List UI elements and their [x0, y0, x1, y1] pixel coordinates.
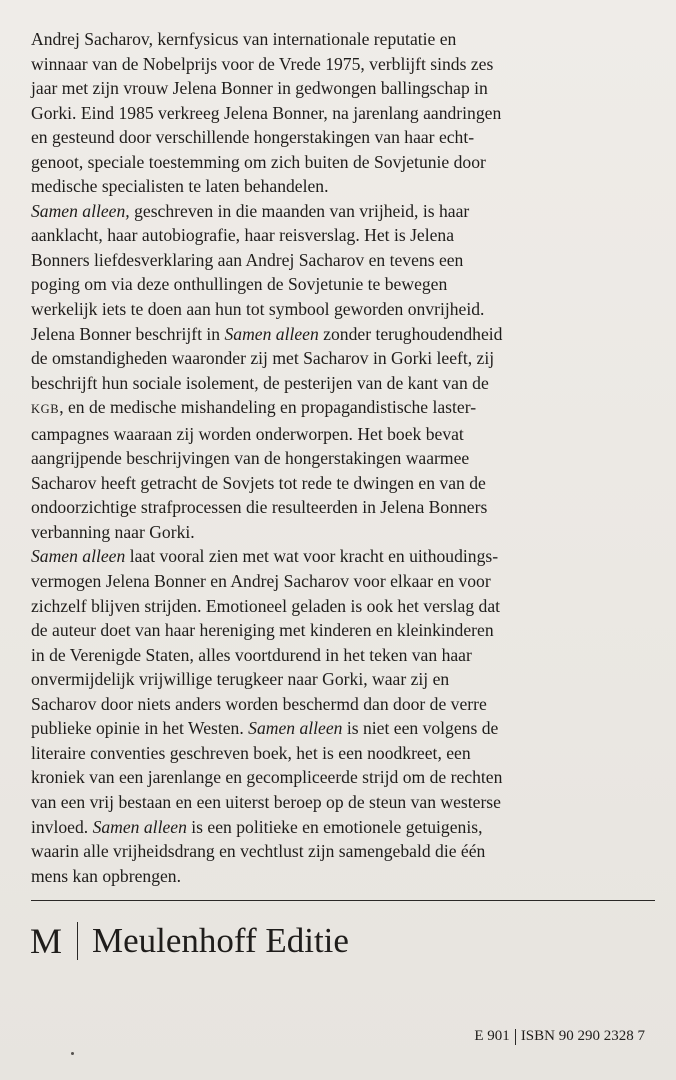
blurb-line: Bonners liefdesverklaring aan Andrej Sacharov en tevens een — [31, 249, 464, 270]
isbn-code: ISBN 90 290 2328 7 — [520, 1028, 645, 1044]
blurb-line: en gesteund door verschillende hongerstakingen van haar echt- — [31, 127, 475, 148]
blurb-line: invloed. Samen alleen is een politieke en emotionele getuigenis, — [31, 816, 483, 837]
publisher-logo: M — [30, 921, 63, 961]
blurb-line: aangrijpende beschrijvingen van de hongerstakingen waarmee — [31, 448, 470, 469]
blurb-line: werkelijk iets te doen aan hun tot symbool geworden onvrijheid. — [31, 299, 485, 320]
blurb-line: in de Verenigde Staten, alles voortdurend in het teken van haar — [31, 644, 472, 665]
blurb-line: Andrej Sacharov, kernfysicus van internationale reputatie en — [31, 29, 457, 49]
blurb-line: waarin alle vrijheidsdrang en vechtlust zijn samengebald die één — [31, 841, 486, 862]
blurb-line: campagnes waaraan zij worden onderworpen. Het boek bevat — [31, 423, 464, 444]
book-title-italic: Samen alleen — [31, 546, 126, 567]
blurb-line: Samen alleen, geschreven in die maanden van vrijheid, is haar — [31, 200, 470, 221]
print-speck — [71, 1052, 74, 1055]
isbn-line — [474, 1028, 645, 1045]
book-title-italic: Samen alleen — [224, 323, 319, 344]
blurb-line: verbanning naar Gorki. — [31, 521, 195, 542]
blurb-line: publieke opinie in het Westen. Samen alleen is niet een volgens de — [31, 718, 499, 739]
isbn-separator — [515, 1029, 516, 1045]
blurb-text — [31, 27, 631, 888]
blurb-line: zichzelf blijven strijden. Emotioneel geladen is ook het verslag dat — [31, 595, 501, 616]
blurb-line: vermogen Jelena Bonner en Andrej Sacharov voor elkaar en voor — [31, 571, 491, 592]
divider-rule — [31, 900, 655, 901]
blurb-line: beschrijft hun sociale isolement, de pesterijen van de kant van de — [31, 372, 489, 393]
blurb-line: winnaar van de Nobelprijs voor de Vrede 1975, verblijft sinds zes — [31, 53, 494, 74]
blurb-line: jaar met zijn vrouw Jelena Bonner in gedwongen ballingschap in — [31, 78, 488, 99]
blurb-line: van een vrij bestaan en een uiterst beroep op de steun van westerse — [31, 791, 501, 812]
book-title-italic: Samen alleen, — [31, 200, 130, 221]
blurb-line: Gorki. Eind 1985 verkreeg Jelena Bonner, na jarenlang aandringen — [31, 102, 502, 123]
blurb-line: genoot, speciale toestemming om zich buiten de Sovjetunie door — [31, 151, 486, 172]
catalog-number: E 901 — [474, 1028, 510, 1044]
publisher-name: Meulenhoff Editie — [92, 921, 349, 960]
blurb-line: Samen alleen laat vooral zien met wat voor kracht en uithoudings- — [31, 546, 499, 567]
book-title-italic: Samen alleen — [248, 718, 343, 739]
blurb-line: Sacharov door niets anders worden beschermd dan door de verre — [31, 693, 487, 714]
blurb-line: de omstandigheden waaronder zij met Sacharov in Gorki leeft, zij — [31, 348, 495, 369]
blurb-line: KGB, en de medische mishandeling en propagandistische laster- — [31, 397, 477, 418]
publisher-separator — [77, 922, 78, 960]
blurb-line: ondoorzichtige strafprocessen die resulteerden in Jelena Bonners — [31, 497, 488, 518]
blurb-line: aanklacht, haar autobiografie, haar reisverslag. Het is Jelena — [31, 225, 455, 246]
blurb-line: Sacharov heeft getracht de Sovjets tot rede te dwingen en van de — [31, 472, 486, 493]
publisher-imprint — [30, 916, 349, 966]
blurb-line: onvermijdelijk vrijwillige terugkeer naar Gorki, waar zij en — [31, 669, 450, 690]
blurb-line: literaire conventies geschreven boek, het is een noodkreet, een — [31, 742, 471, 763]
blurb-line: mens kan opbrengen. — [31, 865, 181, 886]
blurb-line: Jelena Bonner beschrijft in Samen alleen zonder terughoudendheid — [31, 323, 503, 344]
blurb-line: de auteur doet van haar hereniging met kinderen en kleinkinderen — [31, 620, 494, 641]
blurb-line: poging om via deze onthullingen de Sovjetunie te bewegen — [31, 274, 448, 295]
kgb-small-caps: KGB — [31, 402, 60, 417]
blurb-line: kroniek van een jarenlange en gecompliceerde strijd om de rechten — [31, 767, 503, 788]
book-title-italic: Samen alleen — [92, 816, 187, 837]
blurb-line: medische specialisten te laten behandelen. — [31, 176, 329, 197]
